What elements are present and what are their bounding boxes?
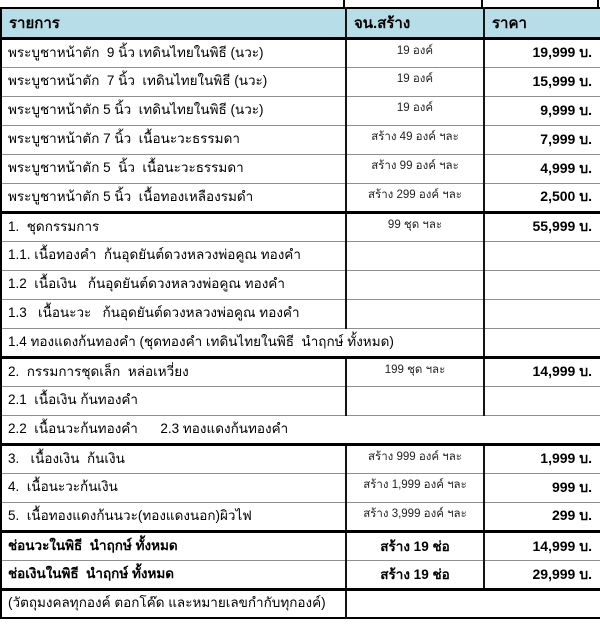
item-cell: 4. เนื้อนะวะก้นเงิน [1,473,346,502]
item-cell: 2.1 เนื้อเงิน ก้นทองคำ [1,386,346,415]
table-row [1,125,600,154]
table-row-footnote [1,589,600,618]
item-cell: พระบูชาหน้าตัก 7 นิ้ว เทดินไทยในพิธี (นวะ) [1,67,346,96]
item-cell: 1.2 เนื้อเงิน ก้นอุดยันต์ดวงหลวงพ่อคูณ ทองคำ [1,270,346,299]
price-cell: 19,999 บ. [484,38,600,67]
price-cell: 15,999 บ. [484,67,600,96]
price-cell: 999 บ. [484,473,600,502]
table-row [1,183,600,212]
qty-cell: สร้าง 99 องค์ ฯละ [346,154,484,183]
price-cell [484,299,600,328]
qty-cell [346,270,484,299]
header-qty: จน.สร้าง [346,8,484,38]
item-cell: 3. เนื้องเงิน ก้นเงิน [1,444,346,473]
item-cell: ช่อเงินในพิธี นำฤกษ์ ทั้งหมด [1,560,346,589]
top-cutoff-strip [0,0,600,7]
table-row [1,270,600,299]
qty-cell [346,386,484,415]
table-row-section-1 [1,212,600,241]
qty-cell: 19 องค์ [346,96,484,125]
empty-merged-cell [346,589,600,618]
table-right-border-stub [597,0,599,7]
price-cell: 7,999 บ. [484,125,600,154]
table-row [1,502,600,531]
table-row-section-2 [1,357,600,386]
qty-cell: สร้าง 999 องค์ ฯละ [346,444,484,473]
price-cell: 29,999 บ. [484,560,600,589]
qty-cell: สร้าง 49 องค์ ฯละ [346,125,484,154]
table-row [1,38,600,67]
table-row-bouquet-silver [1,560,600,589]
qty-cell: 99 ชุด ฯละ [346,212,484,241]
price-cell [484,270,600,299]
qty-cell: สร้าง 19 ช่อ [346,560,484,589]
table-row [1,67,600,96]
price-cell: 14,999 บ. [484,357,600,386]
price-cell: 4,999 บ. [484,154,600,183]
item-cell: พระบูชาหน้าตัก 5 นิ้ว เทดินไทยในพิธี (นวะ) [1,96,346,125]
footnote-cell: (วัตถุมงคลทุกองค์ ตอกโค๊ด และหมายเลขกำกับทุกองค์) [1,589,346,618]
item-cell: ช่อนวะในพิธี นำฤกษ์ ทั้งหมด [1,531,346,560]
table-row [1,96,600,125]
qty-cell [346,299,484,328]
qty-cell: สร้าง 3,999 องค์ ฯละ [346,502,484,531]
table-row [1,386,600,415]
table-row [1,299,600,328]
qty-cell: 19 องค์ [346,67,484,96]
table-row [1,154,600,183]
item-cell: 1.4 ทองแดงก้นทองคำ (ชุดทองคำ เทดินไทยในพิธี นำฤกษ์ ทั้งหมด) [1,328,484,357]
price-cell [484,328,600,357]
price-cell: 9,999 บ. [484,96,600,125]
qty-cell: 19 องค์ [346,38,484,67]
qty-cell: สร้าง 19 ช่อ [346,531,484,560]
price-cell [484,241,600,270]
table-header-row [1,8,600,38]
price-cell: 14,999 บ. [484,531,600,560]
table-row [1,241,600,270]
price-table [0,7,600,619]
column-divider-stub [481,0,483,7]
qty-cell [346,241,484,270]
item-cell: 2. กรรมการชุดเล็ก หล่อเหวี่ยง [1,357,346,386]
item-cell: 1.3 เนื้อนะวะ ก้นอุดยันต์ดวงหลวงพ่อคูณ ทองคำ [1,299,346,328]
table-row-section-3 [1,444,600,473]
price-cell: 55,999 บ. [484,212,600,241]
item-cell: พระบูชาหน้าตัก 9 นิ้ว เทดินไทยในพิธี (นวะ) [1,38,346,67]
item-cell: พระบูชาหน้าตัก 5 นิ้ว เนื้อนะวะธรรมดา [1,154,346,183]
item-cell: พระบูชาหน้าตัก 5 นิ้ว เนื้อทองเหลืองรมดำ [1,183,346,212]
item-cell: 1. ชุดกรรมการ [1,212,346,241]
qty-cell: สร้าง 299 องค์ ฯละ [346,183,484,212]
table-row-fullspan [1,415,600,444]
table-row [1,473,600,502]
table-row-bouquet-nawa [1,531,600,560]
item-cell: 5. เนื้อทองแดงก้นนวะ(ทองแดงนอก)ผิวไฟ [1,502,346,531]
header-item: รายการ [1,8,346,38]
item-cell: 1.1. เนื้อทองคำ ก้นอุดยันต์ดวงหลวงพ่อคูณ ทองคำ [1,241,346,270]
table-row-merged-item [1,328,600,357]
price-cell [484,386,600,415]
item-cell: 2.2 เนื้อนวะก้นทองคำ 2.3 ทองแดงก้นทองคำ [1,415,600,444]
column-divider-stub [343,0,345,7]
item-cell: พระบูชาหน้าตัก 7 นิ้ว เนื้อนะวะธรรมดา [1,125,346,154]
qty-cell: 199 ชุด ฯละ [346,357,484,386]
header-price: ราคา [484,8,600,38]
qty-cell: สร้าง 1,999 องค์ ฯละ [346,473,484,502]
price-cell: 299 บ. [484,502,600,531]
price-cell: 1,999 บ. [484,444,600,473]
price-cell: 2,500 บ. [484,183,600,212]
